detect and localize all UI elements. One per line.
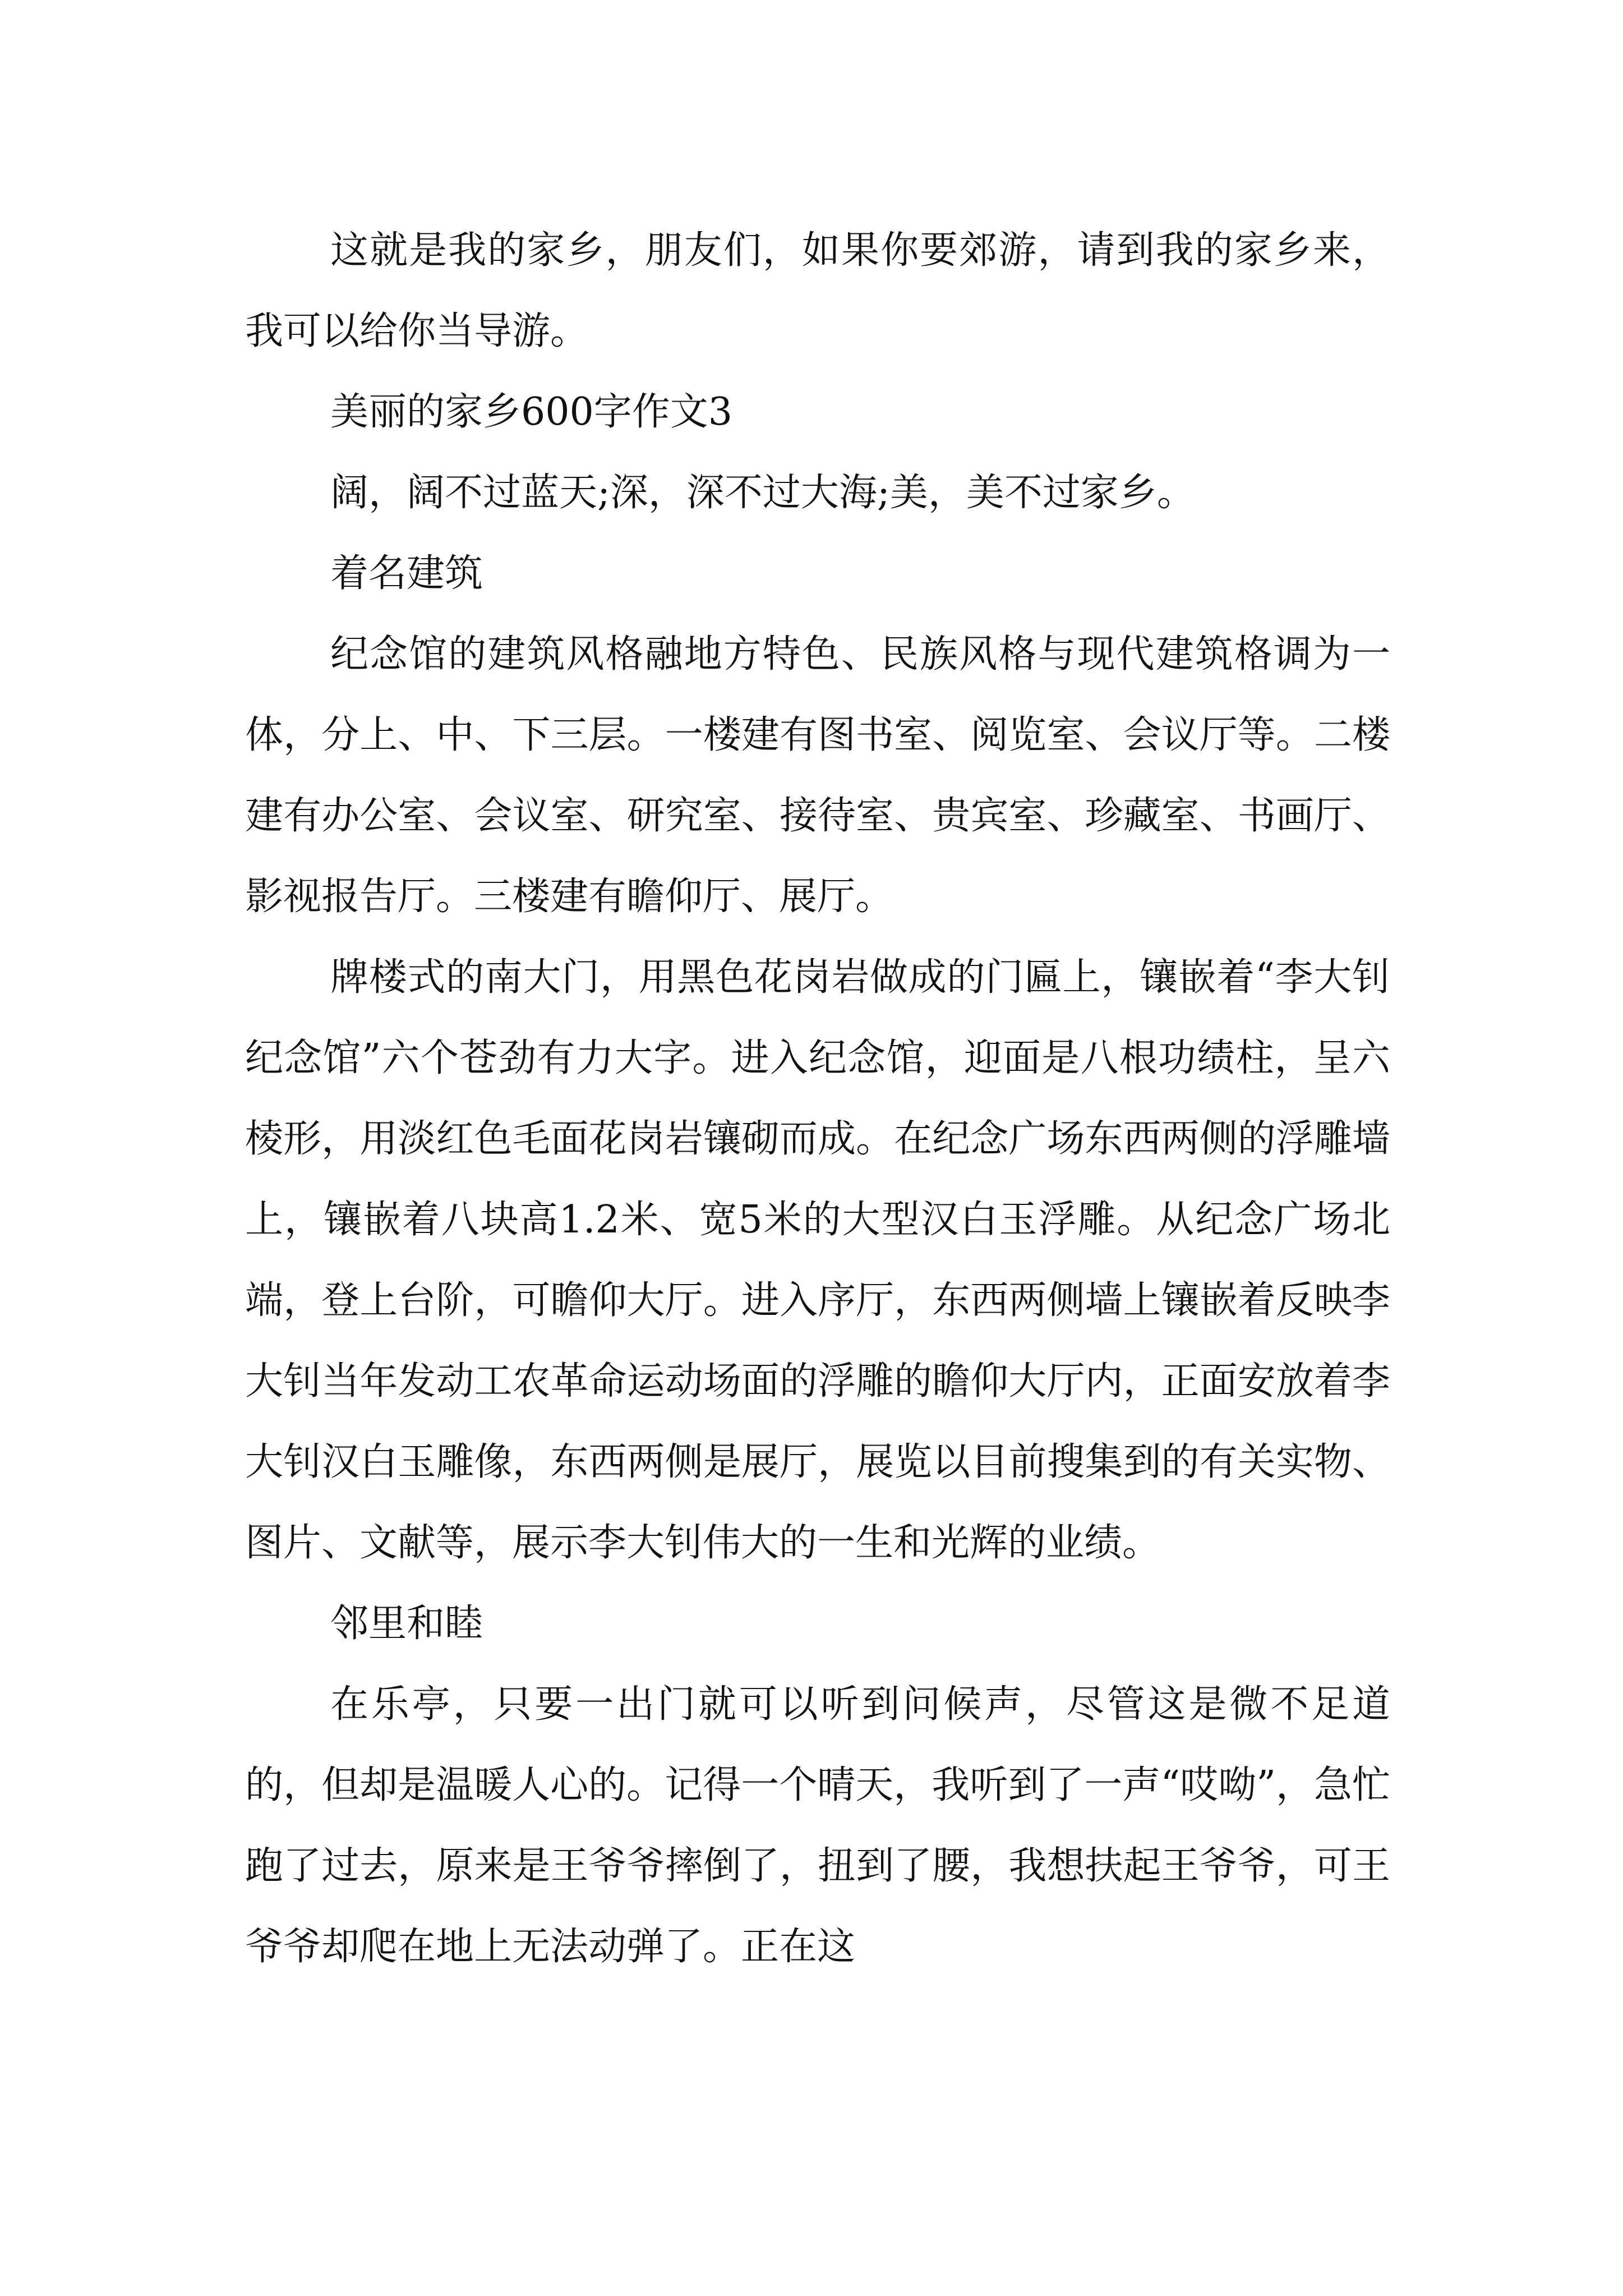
- paragraph-memorial-hall: 纪念馆的建筑风格融地方特色、民族风格与现代建筑格调为一体，分上、中、下三层。一楼建有图书室、阅览室、会议厅等。二楼建有办公室、会议室、研究室、接待室、贵宾室、珍藏室、书画厅、影视报告厅。三楼建有瞻仰厅、展厅。: [245, 632, 1390, 919]
- paragraph-neighbors: 在乐亭，只要一出门就可以听到问候声，尽管这是微不足道的，但却是温暖人心的。记得一个晴天，我听到了一声“哎呦”，急忙跑了过去，原来是王爷爷摔倒了，扭到了腰，我想扶起王爷爷，可王爷爷却爬在地上无法动弹了。正在这: [245, 1682, 1390, 1969]
- section-heading-neighbors: 邻里和睦: [330, 1602, 483, 1646]
- essay-title: 美丽的家乡600字作文3: [330, 390, 733, 434]
- paragraph-intro: 阔，阔不过蓝天;深，深不过大海;美，美不过家乡。: [330, 471, 1195, 515]
- section-heading-architecture: 着名建筑: [330, 551, 483, 596]
- document-body: [245, 210, 1390, 1987]
- paragraph-closing: 这就是我的家乡，朋友们，如果你要郊游，请到我的家乡来，我可以给你当导游。: [245, 228, 1390, 353]
- paragraph-south-gate: 牌楼式的南大门，用黑色花岗岩做成的门匾上，镶嵌着“李大钊纪念馆”六个苍劲有力大字。进入纪念馆，迎面是八根功绩柱，呈六棱形，用淡红色毛面花岗岩镶砌而成。在纪念广场东西两侧的浮雕墙上，镶嵌着八块高1.2米、宽5米的大型汉白玉浮雕。从纪念广场北端，登上台阶，可瞻仰大厅。进入序厅，东西两侧墙上镶嵌着反映李大钊当年发动工农革命运动场面的浮雕的瞻仰大厅内，正面安放着李大钊汉白玉雕像，东西两侧是展厅，展览以目前搜集到的有关实物、图片、文献等，展示李大钊伟大的一生和光辉的业绩。: [245, 955, 1390, 1565]
